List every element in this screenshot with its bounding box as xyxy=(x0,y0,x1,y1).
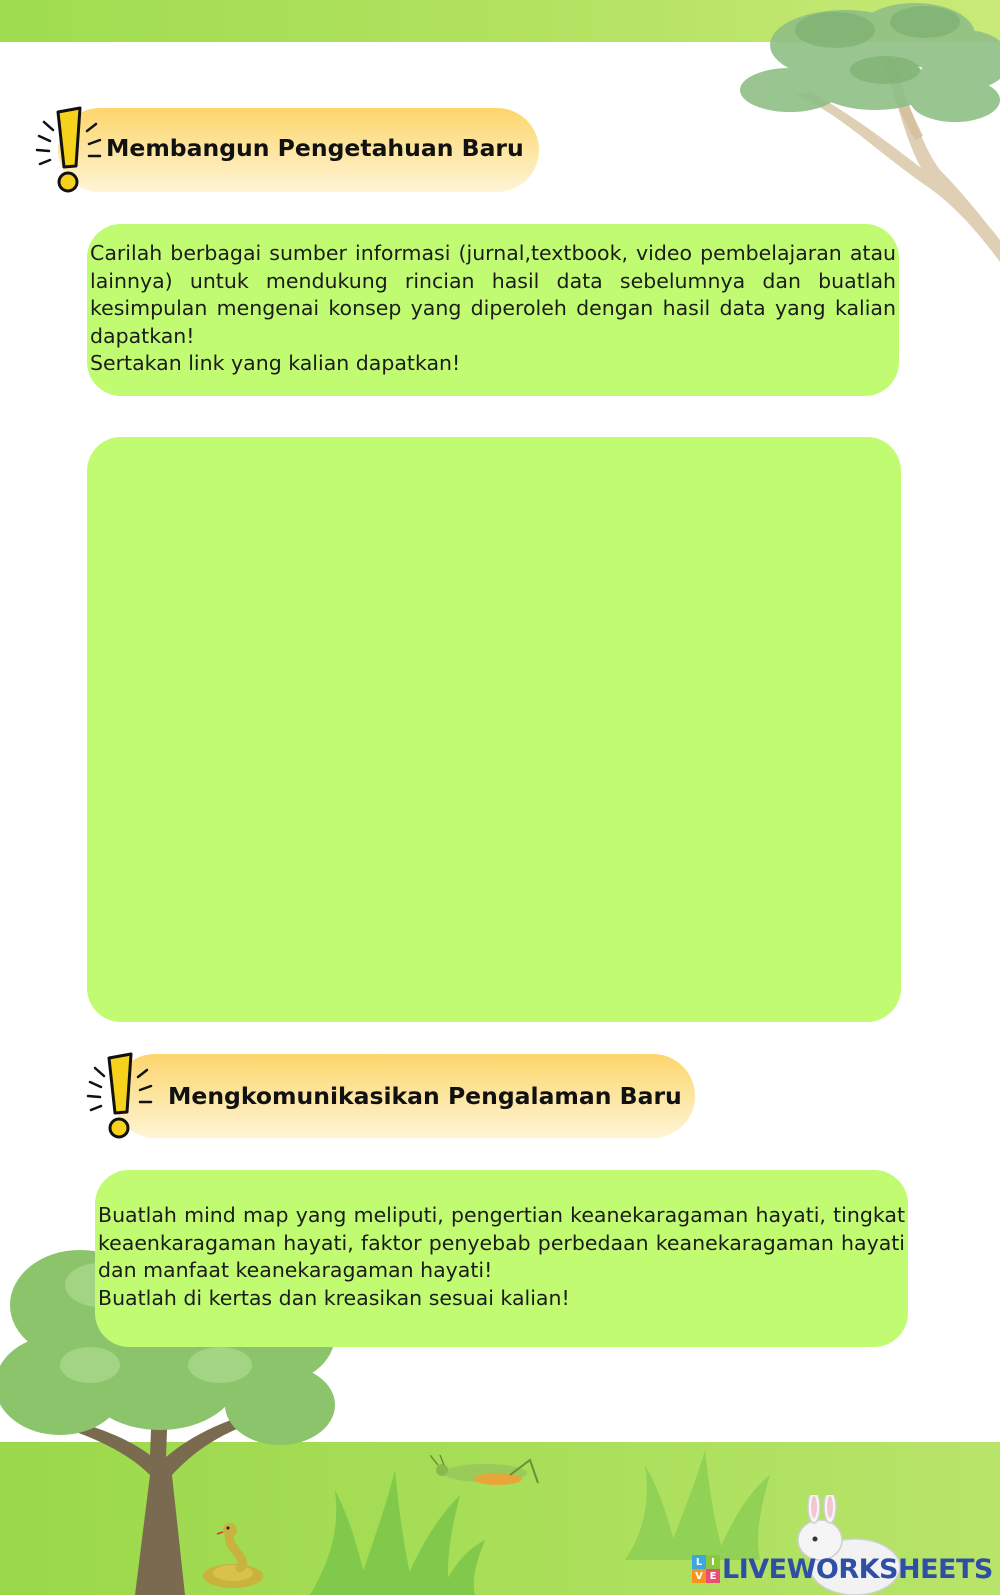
instruction-text xyxy=(90,240,896,378)
grasshopper-illustration xyxy=(430,1455,540,1495)
instruction-note: Buatlah di kertas dan kreasikan sesuai kalian! xyxy=(98,1285,570,1310)
instruction-note: Sertakan link yang kalian dapatkan! xyxy=(90,351,461,375)
logo-badge-icon xyxy=(692,1555,720,1583)
exclamation-icon xyxy=(85,1050,155,1142)
section-heading: Mengkomunikasikan Pengalaman Baru xyxy=(168,1082,682,1110)
section-heading: Membangun Pengetahuan Baru xyxy=(106,134,524,162)
logo-badge-letter: I xyxy=(706,1555,720,1569)
instruction-paragraph: Carilah berbagai sumber informasi (jurnal,textbook, video pembelajaran atau lainnya) untuk mendukung rincian hasil data sebelumnya dan buatlah kesimpulan mengenai konsep yang diperoleh dengan hasil data yang kalian dapatkan! xyxy=(90,241,896,348)
logo-badge-letter: L xyxy=(692,1555,706,1569)
instruction-text xyxy=(98,1202,905,1312)
logo-text: LIVEWORKSHEETS xyxy=(722,1553,993,1585)
snake-illustration xyxy=(195,1518,270,1593)
exclamation-icon xyxy=(34,104,104,196)
grass-tuft-illustration xyxy=(620,1450,790,1560)
logo-badge-letter: E xyxy=(706,1569,720,1583)
instruction-paragraph: Buatlah mind map yang meliputi, pengertian keanekaragaman hayati, tingkat keaenkaragaman hayati, faktor penyebab perbedaan keanekaragaman hayati dan manfaat keanekaragaman hayati! xyxy=(98,1203,905,1282)
liveworksheets-logo xyxy=(692,1552,993,1586)
answer-area[interactable] xyxy=(87,437,901,1022)
logo-badge-letter: V xyxy=(692,1569,706,1583)
